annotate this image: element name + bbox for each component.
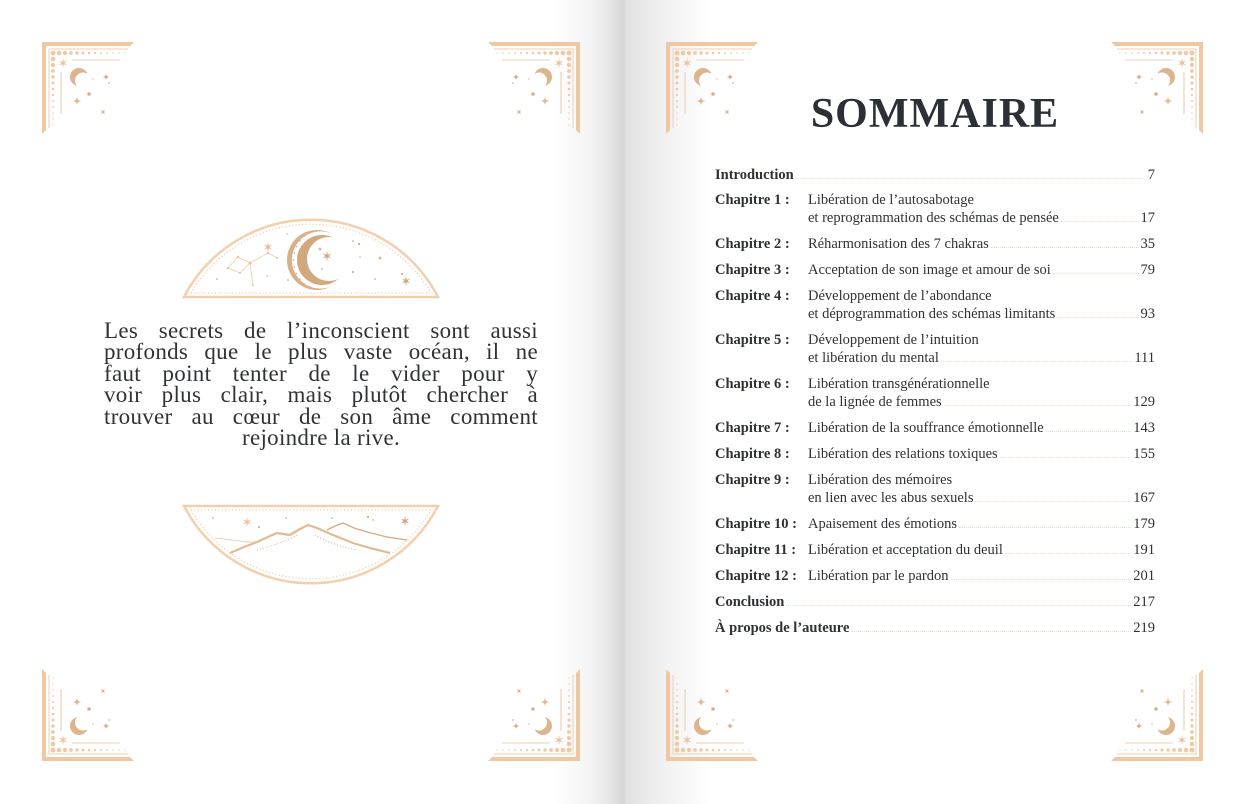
corner-moon-star-icon: [488, 669, 580, 761]
dot-leader: [941, 361, 1132, 362]
chapter-title-line: Développement de l’intuition: [808, 332, 979, 348]
page-number: 217: [1133, 594, 1155, 610]
dot-leader: [951, 579, 1132, 580]
toc-entry-chapter-3: [715, 261, 1155, 279]
toc-entry-chapter-7: [715, 419, 1155, 437]
chapter-title-line: Apaisement des émotions: [808, 516, 958, 532]
toc-entry-introduction: [715, 166, 1155, 184]
toc-entry-conclusion: [715, 593, 1155, 611]
chapter-title-line: Libération transgénérationnelle: [808, 376, 990, 392]
toc-entry-chapter-12: [715, 567, 1155, 585]
dot-leader: [1053, 273, 1139, 274]
chapter-title-line: Acceptation de son image et amour de soi: [808, 262, 1051, 278]
page-title: SOMMAIRE: [810, 91, 1060, 137]
chapter-label: Chapitre 8 :: [715, 446, 790, 462]
chapter-title-line: Libération et acceptation du deuil: [808, 542, 1003, 558]
page-number: 129: [1133, 394, 1155, 410]
quote-line: profonds que le plus vaste océan, il ne: [104, 339, 538, 365]
page-number: 155: [1133, 446, 1155, 462]
chapter-title-line: Réharmonisation des 7 chakras: [808, 236, 989, 252]
dot-leader: [1061, 221, 1139, 222]
toc-entry-chapter-1: [715, 191, 1155, 227]
toc-entry-chapter-11: [715, 541, 1155, 559]
dot-leader: [1000, 457, 1132, 458]
chapter-title-line: Libération de l’autosabotage: [808, 192, 974, 208]
mountain-dome-icon: [182, 503, 440, 587]
table-of-contents: [715, 166, 1155, 645]
chapter-title-line: et libération du mental: [808, 350, 939, 366]
corner-moon-star-icon: [488, 42, 580, 134]
corner-moon-star-icon: [1111, 42, 1203, 134]
chapter-title-line: de la lignée de femmes: [808, 394, 942, 410]
dot-leader: [851, 631, 1131, 632]
dot-leader: [944, 405, 1132, 406]
page-number: 79: [1140, 262, 1155, 278]
chapter-label: Chapitre 11 :: [715, 542, 797, 558]
corner-moon-star-icon: [1111, 669, 1203, 761]
chapter-label: Chapitre 10 :: [715, 516, 797, 532]
dot-leader: [1057, 317, 1138, 318]
dot-leader: [1005, 553, 1131, 554]
quote-line: faut point tenter de le vider pour y: [104, 360, 538, 386]
chapter-title-line: et reprogrammation des schémas de pensée: [808, 210, 1059, 226]
page-number: 35: [1140, 236, 1155, 252]
chapter-title-line: et déprogrammation des schémas limitants: [808, 306, 1056, 322]
chapter-label: Chapitre 9 :: [715, 472, 790, 488]
chapter-label: Chapitre 12 :: [715, 568, 797, 584]
chapter-label: Chapitre 2 :: [715, 236, 790, 252]
quote-line: trouver au cœur de son âme comment: [104, 403, 538, 429]
dot-leader: [786, 605, 1131, 606]
chapter-label: Chapitre 3 :: [715, 262, 790, 278]
quote-text: [104, 318, 538, 451]
page-number: 179: [1133, 516, 1155, 532]
page-number: 219: [1133, 620, 1155, 636]
chapter-label: Chapitre 6 :: [715, 376, 790, 392]
toc-entry-chapter-5: [715, 331, 1155, 367]
corner-moon-star-icon: [666, 42, 758, 134]
chapter-title-line: Développement de l’abondance: [808, 288, 992, 304]
toc-entry-chapter-9: [715, 471, 1155, 507]
chapter-title-line: Libération par le pardon: [808, 568, 949, 584]
dot-leader: [1046, 431, 1132, 432]
chapter-label: Chapitre 7 :: [715, 420, 790, 436]
chapter-title-line: en lien avec les abus sexuels: [808, 490, 974, 506]
page-number: 201: [1133, 568, 1155, 584]
toc-entry-chapter-8: [715, 445, 1155, 463]
page-number: 17: [1140, 210, 1155, 226]
chapter-label: Chapitre 1 :: [715, 192, 790, 208]
toc-entry-title: Introduction: [715, 167, 794, 183]
corner-moon-star-icon: [42, 42, 134, 134]
corner-moon-star-icon: [666, 669, 758, 761]
toc-entry-title: À propos de l’auteure: [715, 620, 850, 636]
page-number: 111: [1134, 350, 1155, 366]
page-number: 7: [1147, 167, 1155, 183]
corner-moon-star-icon: [42, 669, 134, 761]
toc-entry-chapter-2: [715, 235, 1155, 253]
quote-line: voir plus clair, mais plutôt chercher à: [104, 382, 538, 408]
page-number: 143: [1133, 420, 1155, 436]
quote-line: Les secrets de l’inconscient sont aussi: [104, 318, 538, 343]
page-number: 167: [1133, 490, 1155, 506]
dot-leader: [796, 178, 1143, 179]
page-number: 93: [1140, 306, 1155, 322]
toc-entry-about-author: [715, 619, 1155, 637]
toc-entry-chapter-6: [715, 375, 1155, 411]
chapter-title-line: Libération des mémoires: [808, 472, 953, 488]
toc-entry-chapter-10: [715, 515, 1155, 533]
page-number: 191: [1133, 542, 1155, 558]
crescent-moon-constellation-dome-icon: [182, 216, 440, 300]
toc-entry-title: Conclusion: [715, 594, 785, 610]
dot-leader: [959, 527, 1131, 528]
chapter-title-line: Libération de la souffrance émotionnelle: [808, 420, 1044, 436]
dot-leader: [975, 501, 1131, 502]
quote-line: rejoindre la rive.: [241, 425, 401, 451]
toc-entry-chapter-4: [715, 287, 1155, 323]
chapter-title-line: Libération des relations toxiques: [808, 446, 998, 462]
chapter-label: Chapitre 4 :: [715, 288, 790, 304]
chapter-label: Chapitre 5 :: [715, 332, 790, 348]
dot-leader: [991, 247, 1139, 248]
